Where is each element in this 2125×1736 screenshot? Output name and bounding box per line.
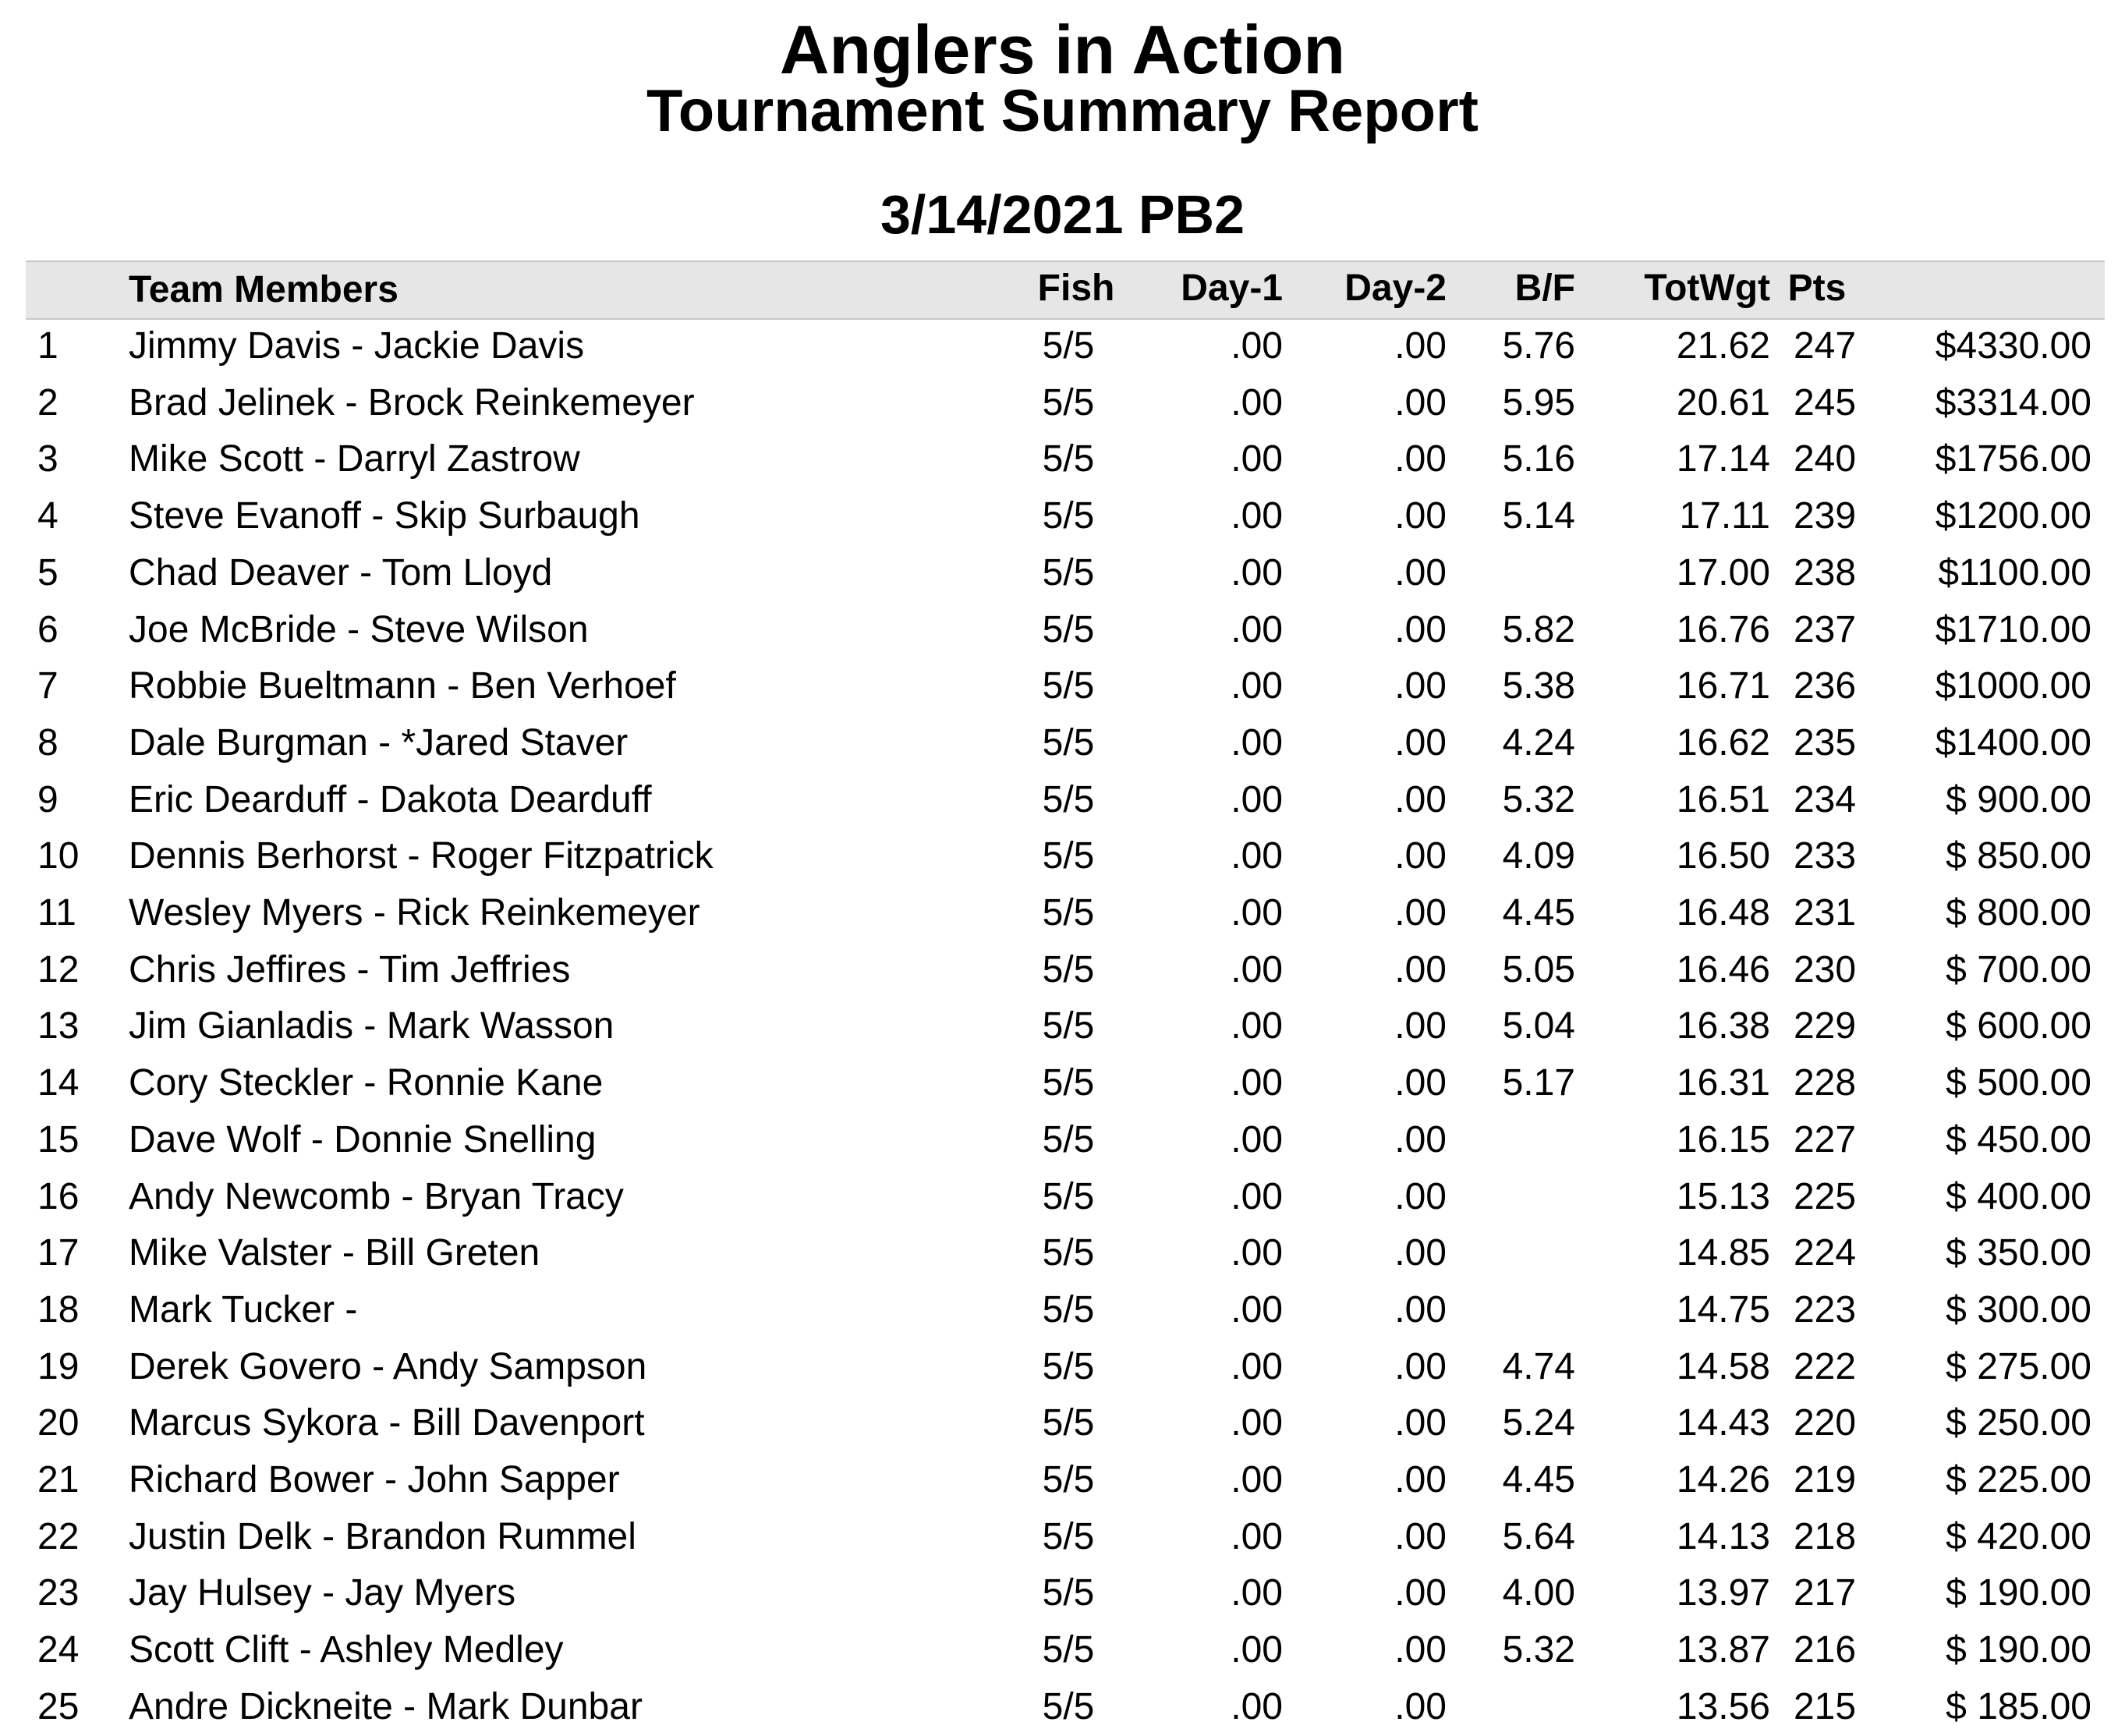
day-1-cell: .00 [1231, 778, 1283, 820]
points-cell: 223 [1793, 1288, 1857, 1330]
fish-cell: 5/5 [1042, 1345, 1095, 1387]
table-row [0, 658, 2125, 715]
table-row [0, 998, 2125, 1055]
table-row [0, 602, 2125, 659]
fish-cell: 5/5 [1042, 1685, 1095, 1727]
day-2-cell: .00 [1394, 665, 1447, 707]
points-cell: 224 [1793, 1232, 1857, 1274]
prize-cell: $ 420.00 [1946, 1515, 2091, 1557]
day-2-cell: .00 [1394, 1118, 1447, 1160]
total-weight-cell: 16.50 [1676, 835, 1770, 877]
team-members-cell: Jimmy Davis - Jackie Davis [129, 325, 585, 367]
points-cell: 231 [1793, 892, 1857, 934]
table-row [0, 1282, 2125, 1339]
prize-cell: $1100.00 [1938, 551, 2091, 593]
table-row [0, 1509, 2125, 1566]
big-fish-cell: 4.09 [1502, 835, 1575, 877]
points-cell: 235 [1793, 721, 1857, 763]
prize-cell: $1710.00 [1935, 608, 2091, 650]
table-row [0, 1565, 2125, 1622]
prize-cell: $ 250.00 [1946, 1402, 2091, 1444]
day-2-cell: .00 [1394, 381, 1447, 423]
team-members-cell: Steve Evanoff - Skip Surbaugh [129, 495, 640, 537]
table-row [0, 1679, 2125, 1736]
rank-cell: 17 [37, 1232, 80, 1274]
day-1-cell: .00 [1231, 495, 1283, 537]
day-2-cell: .00 [1394, 1345, 1447, 1387]
points-cell: 222 [1793, 1345, 1857, 1387]
points-cell: 228 [1793, 1062, 1857, 1104]
team-members-cell: Eric Dearduff - Dakota Dearduff [129, 778, 652, 820]
header-big-fish: B/F [1514, 267, 1575, 309]
day-1-cell: .00 [1231, 721, 1283, 763]
prize-cell: $1200.00 [1935, 495, 2091, 537]
day-2-cell: .00 [1394, 1685, 1447, 1727]
points-cell: 247 [1793, 325, 1857, 367]
rank-cell: 25 [37, 1685, 80, 1727]
day-2-cell: .00 [1394, 1459, 1447, 1500]
prize-cell: $ 300.00 [1946, 1288, 2091, 1330]
day-1-cell: .00 [1231, 1175, 1283, 1217]
rank-cell: 16 [37, 1175, 80, 1217]
rank-cell: 4 [37, 495, 58, 537]
fish-cell: 5/5 [1042, 835, 1095, 877]
points-cell: 218 [1793, 1515, 1857, 1557]
day-1-cell: .00 [1231, 381, 1283, 423]
fish-cell: 5/5 [1042, 608, 1095, 650]
prize-cell: $ 450.00 [1946, 1118, 2091, 1160]
fish-cell: 5/5 [1042, 948, 1095, 990]
day-2-cell: .00 [1394, 721, 1447, 763]
fish-cell: 5/5 [1042, 1402, 1095, 1444]
total-weight-cell: 16.31 [1676, 1062, 1770, 1104]
fish-cell: 5/5 [1042, 778, 1095, 820]
total-weight-cell: 17.00 [1676, 551, 1770, 593]
table-row [0, 942, 2125, 999]
big-fish-cell: 4.24 [1502, 721, 1575, 763]
day-2-cell: .00 [1394, 1572, 1447, 1614]
big-fish-cell: 4.45 [1502, 892, 1575, 934]
rank-cell: 19 [37, 1345, 80, 1387]
header-points: Pts [1787, 267, 1847, 309]
team-members-cell: Scott Clift - Ashley Medley [129, 1629, 564, 1671]
day-2-cell: .00 [1394, 778, 1447, 820]
team-members-cell: Andy Newcomb - Bryan Tracy [129, 1175, 624, 1217]
team-members-cell: Mike Scott - Darryl Zastrow [129, 438, 580, 480]
points-cell: 237 [1793, 608, 1857, 650]
day-2-cell: .00 [1394, 835, 1447, 877]
prize-cell: $ 225.00 [1946, 1459, 2091, 1500]
team-members-cell: Robbie Bueltmann - Ben Verhoef [129, 665, 676, 707]
big-fish-cell: 5.38 [1502, 665, 1575, 707]
team-members-cell: Brad Jelinek - Brock Reinkemeyer [129, 381, 695, 423]
day-1-cell: .00 [1231, 1288, 1283, 1330]
table-header-columns [0, 260, 2125, 317]
total-weight-cell: 16.46 [1676, 948, 1770, 990]
prize-cell: $1756.00 [1935, 438, 2091, 480]
day-2-cell: .00 [1394, 1232, 1447, 1274]
day-2-cell: .00 [1394, 892, 1447, 934]
rank-cell: 10 [37, 835, 80, 877]
rank-cell: 7 [37, 665, 58, 707]
big-fish-cell: 5.64 [1502, 1515, 1575, 1557]
rank-cell: 9 [37, 778, 58, 820]
points-cell: 215 [1793, 1685, 1857, 1727]
prize-cell: $ 185.00 [1946, 1685, 2091, 1727]
rank-cell: 5 [37, 551, 58, 593]
day-1-cell: .00 [1231, 1685, 1283, 1727]
rank-cell: 15 [37, 1118, 80, 1160]
prize-cell: $3314.00 [1935, 381, 2091, 423]
table-row [0, 488, 2125, 545]
table-row [0, 1339, 2125, 1396]
day-2-cell: .00 [1394, 1515, 1447, 1557]
day-2-cell: .00 [1394, 438, 1447, 480]
team-members-cell: Richard Bower - John Sapper [129, 1459, 620, 1500]
prize-cell: $1000.00 [1935, 665, 2091, 707]
total-weight-cell: 14.26 [1676, 1459, 1770, 1500]
points-cell: 219 [1793, 1459, 1857, 1500]
prize-cell: $ 800.00 [1946, 892, 2091, 934]
fish-cell: 5/5 [1042, 665, 1095, 707]
day-1-cell: .00 [1231, 1232, 1283, 1274]
big-fish-cell: 5.76 [1502, 325, 1575, 367]
fish-cell: 5/5 [1042, 721, 1095, 763]
points-cell: 216 [1793, 1629, 1857, 1671]
day-1-cell: .00 [1231, 835, 1283, 877]
total-weight-cell: 16.15 [1676, 1118, 1770, 1160]
points-cell: 225 [1793, 1175, 1857, 1217]
table-row [0, 1169, 2125, 1226]
team-members-cell: Marcus Sykora - Bill Davenport [129, 1402, 645, 1444]
big-fish-cell: 5.32 [1502, 778, 1575, 820]
table-row [0, 1225, 2125, 1282]
points-cell: 217 [1793, 1572, 1857, 1614]
fish-cell: 5/5 [1042, 1175, 1095, 1217]
total-weight-cell: 14.43 [1676, 1402, 1770, 1444]
day-2-cell: .00 [1394, 1175, 1447, 1217]
prize-cell: $ 600.00 [1946, 1005, 2091, 1047]
points-cell: 220 [1793, 1402, 1857, 1444]
team-members-cell: Chad Deaver - Tom Lloyd [129, 551, 553, 593]
day-1-cell: .00 [1231, 1629, 1283, 1671]
total-weight-cell: 16.76 [1676, 608, 1770, 650]
day-2-cell: .00 [1394, 551, 1447, 593]
header-day-1: Day-1 [1181, 267, 1283, 309]
table-row [0, 1395, 2125, 1452]
fish-cell: 5/5 [1042, 1062, 1095, 1104]
team-members-cell: Justin Delk - Brandon Rummel [129, 1515, 636, 1557]
day-2-cell: .00 [1394, 1062, 1447, 1104]
total-weight-cell: 16.48 [1676, 892, 1770, 934]
table-row [0, 1112, 2125, 1169]
table-row [0, 772, 2125, 829]
prize-cell: $ 700.00 [1946, 948, 2091, 990]
header-team-members: Team Members [129, 269, 398, 310]
team-members-cell: Dale Burgman - *Jared Staver [129, 721, 629, 763]
table-row [0, 1055, 2125, 1112]
team-members-cell: Jim Gianladis - Mark Wasson [129, 1005, 614, 1047]
fish-cell: 5/5 [1042, 495, 1095, 537]
rank-cell: 20 [37, 1402, 80, 1444]
total-weight-cell: 14.75 [1676, 1288, 1770, 1330]
big-fish-cell: 5.17 [1502, 1062, 1575, 1104]
fish-cell: 5/5 [1042, 551, 1095, 593]
rank-cell: 1 [37, 325, 58, 367]
total-weight-cell: 13.97 [1676, 1572, 1770, 1614]
day-1-cell: .00 [1231, 1515, 1283, 1557]
day-1-cell: .00 [1231, 1062, 1283, 1104]
team-members-cell: Cory Steckler - Ronnie Kane [129, 1062, 604, 1104]
rank-cell: 14 [37, 1062, 80, 1104]
day-1-cell: .00 [1231, 438, 1283, 480]
table-row [0, 318, 2125, 375]
rank-cell: 23 [37, 1572, 80, 1614]
fish-cell: 5/5 [1042, 1232, 1095, 1274]
day-2-cell: .00 [1394, 1005, 1447, 1047]
big-fish-cell: 5.82 [1502, 608, 1575, 650]
fish-cell: 5/5 [1042, 1459, 1095, 1500]
big-fish-cell: 4.00 [1502, 1572, 1575, 1614]
total-weight-cell: 14.85 [1676, 1232, 1770, 1274]
day-2-cell: .00 [1394, 495, 1447, 537]
prize-cell: $4330.00 [1935, 325, 2091, 367]
day-1-cell: .00 [1231, 551, 1283, 593]
table-row [0, 431, 2125, 488]
table-row [0, 1622, 2125, 1679]
points-cell: 236 [1793, 665, 1857, 707]
day-1-cell: .00 [1231, 948, 1283, 990]
header-day-2: Day-2 [1344, 267, 1447, 309]
prize-cell: $ 190.00 [1946, 1572, 2091, 1614]
day-2-cell: .00 [1394, 948, 1447, 990]
header-fish: Fish [1037, 267, 1115, 309]
rank-cell: 22 [37, 1515, 80, 1557]
points-cell: 240 [1793, 438, 1857, 480]
prize-cell: $ 190.00 [1946, 1629, 2091, 1671]
day-1-cell: .00 [1231, 325, 1283, 367]
big-fish-cell: 5.95 [1502, 381, 1575, 423]
points-cell: 229 [1793, 1005, 1857, 1047]
big-fish-cell: 5.16 [1502, 438, 1575, 480]
team-members-cell: Chris Jeffires - Tim Jeffries [129, 948, 571, 990]
team-members-cell: Derek Govero - Andy Sampson [129, 1345, 647, 1387]
team-members-cell: Mike Valster - Bill Greten [129, 1232, 540, 1274]
rank-cell: 24 [37, 1629, 80, 1671]
team-members-cell: Jay Hulsey - Jay Myers [129, 1572, 516, 1614]
prize-cell: $ 500.00 [1946, 1062, 2091, 1104]
total-weight-cell: 20.61 [1676, 381, 1770, 423]
team-members-cell: Mark Tucker - [129, 1288, 358, 1330]
day-1-cell: .00 [1231, 608, 1283, 650]
prize-cell: $ 400.00 [1946, 1175, 2091, 1217]
fish-cell: 5/5 [1042, 381, 1095, 423]
fish-cell: 5/5 [1042, 1629, 1095, 1671]
prize-cell: $ 275.00 [1946, 1345, 2091, 1387]
event-date-title: 3/14/2021 PB2 [880, 184, 1245, 245]
big-fish-cell: 5.04 [1502, 1005, 1575, 1047]
big-fish-cell: 4.45 [1502, 1459, 1575, 1500]
big-fish-cell: 5.24 [1502, 1402, 1575, 1444]
table-row [0, 715, 2125, 772]
day-1-cell: .00 [1231, 1005, 1283, 1047]
header-total-weight: TotWgt [1644, 267, 1770, 309]
points-cell: 238 [1793, 551, 1857, 593]
total-weight-cell: 16.62 [1676, 721, 1770, 763]
day-2-cell: .00 [1394, 1629, 1447, 1671]
total-weight-cell: 13.87 [1676, 1629, 1770, 1671]
points-cell: 233 [1793, 835, 1857, 877]
team-members-cell: Joe McBride - Steve Wilson [129, 608, 589, 650]
total-weight-cell: 16.38 [1676, 1005, 1770, 1047]
fish-cell: 5/5 [1042, 1515, 1095, 1557]
rank-cell: 18 [37, 1288, 80, 1330]
fish-cell: 5/5 [1042, 438, 1095, 480]
day-1-cell: .00 [1231, 1459, 1283, 1500]
big-fish-cell: 5.32 [1502, 1629, 1575, 1671]
table-row [0, 375, 2125, 432]
total-weight-cell: 21.62 [1676, 325, 1770, 367]
points-cell: 234 [1793, 778, 1857, 820]
day-1-cell: .00 [1231, 1402, 1283, 1444]
points-cell: 227 [1793, 1118, 1857, 1160]
rank-cell: 2 [37, 381, 58, 423]
points-cell: 239 [1793, 495, 1857, 537]
fish-cell: 5/5 [1042, 892, 1095, 934]
points-cell: 230 [1793, 948, 1857, 990]
table-row [0, 1452, 2125, 1509]
total-weight-cell: 14.13 [1676, 1515, 1770, 1557]
day-1-cell: .00 [1231, 1118, 1283, 1160]
table-row [0, 545, 2125, 602]
total-weight-cell: 16.51 [1676, 778, 1770, 820]
team-members-cell: Andre Dickneite - Mark Dunbar [129, 1685, 643, 1727]
rank-cell: 13 [37, 1005, 80, 1047]
day-1-cell: .00 [1231, 892, 1283, 934]
total-weight-cell: 13.56 [1676, 1685, 1770, 1727]
total-weight-cell: 14.58 [1676, 1345, 1770, 1387]
points-cell: 245 [1793, 381, 1857, 423]
prize-cell: $ 850.00 [1946, 835, 2091, 877]
day-2-cell: .00 [1394, 1402, 1447, 1444]
fish-cell: 5/5 [1042, 1288, 1095, 1330]
team-members-cell: Dave Wolf - Donnie Snelling [129, 1118, 597, 1160]
table-row [0, 828, 2125, 885]
total-weight-cell: 17.14 [1676, 438, 1770, 480]
day-1-cell: .00 [1231, 1345, 1283, 1387]
report-subtitle: Tournament Summary Report [646, 78, 1479, 144]
rank-cell: 21 [37, 1459, 80, 1500]
prize-cell: $ 900.00 [1946, 778, 2091, 820]
fish-cell: 5/5 [1042, 1005, 1095, 1047]
total-weight-cell: 17.11 [1679, 495, 1770, 537]
team-members-cell: Wesley Myers - Rick Reinkemeyer [129, 892, 700, 934]
day-2-cell: .00 [1394, 325, 1447, 367]
day-2-cell: .00 [1394, 608, 1447, 650]
rank-cell: 8 [37, 721, 58, 763]
big-fish-cell: 5.14 [1502, 495, 1575, 537]
prize-cell: $ 350.00 [1946, 1232, 2091, 1274]
total-weight-cell: 15.13 [1676, 1175, 1770, 1217]
total-weight-cell: 16.71 [1676, 665, 1770, 707]
fish-cell: 5/5 [1042, 1572, 1095, 1614]
rank-cell: 3 [37, 438, 58, 480]
rank-cell: 6 [37, 608, 58, 650]
fish-cell: 5/5 [1042, 1118, 1095, 1160]
day-2-cell: .00 [1394, 1288, 1447, 1330]
day-1-cell: .00 [1231, 1572, 1283, 1614]
prize-cell: $1400.00 [1935, 721, 2091, 763]
rank-cell: 11 [37, 892, 76, 934]
table-row [0, 885, 2125, 942]
rank-cell: 12 [37, 948, 80, 990]
fish-cell: 5/5 [1042, 325, 1095, 367]
report-title: Anglers in Action [779, 11, 1346, 88]
big-fish-cell: 5.05 [1502, 948, 1575, 990]
day-1-cell: .00 [1231, 665, 1283, 707]
big-fish-cell: 4.74 [1502, 1345, 1575, 1387]
team-members-cell: Dennis Berhorst - Roger Fitzpatrick [129, 835, 714, 877]
